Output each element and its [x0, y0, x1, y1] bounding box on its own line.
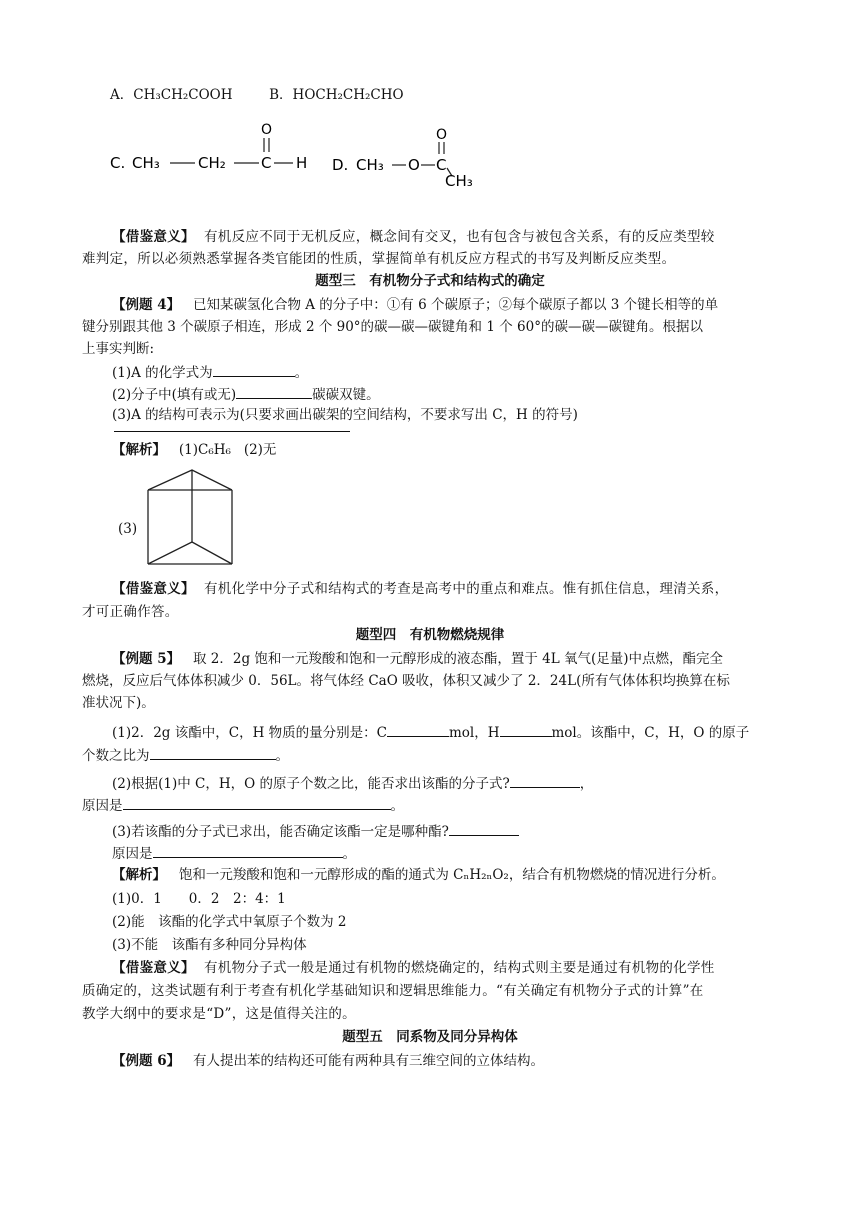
- example-6-line1: 【例题 6】 有人提出苯的结构还可能有两种具有三维空间的立体结构。: [112, 1053, 544, 1069]
- example-5-line1: 【例题 5】 取 2．2g 饱和一元羧酸和饱和一元醇形成的液态酯，置于 4L 氧气(足量)中点燃，酯完全: [112, 651, 724, 667]
- structure-d-ch3-left: CH₃: [356, 156, 384, 174]
- example-4-line3: 上事实判断:: [82, 341, 155, 357]
- option-a-formula: CH₃CH₂COOH: [133, 87, 233, 103]
- example-4-line1: 【例题 4】 已知某碳氢化合物 A 的分子中：①有 6 个碳原子；②每个碳原子都以 3 个键长相等的单: [112, 297, 719, 313]
- structure-c-label: C.: [110, 154, 126, 172]
- example-5-question-3: (3)若该酯的分子式已求出，能否确定该酯一定是哪种酯?: [112, 821, 519, 841]
- structure-c-hydrogen: H: [296, 154, 308, 172]
- significance-2-line2: 才可正确作答。: [82, 604, 179, 620]
- option-a-b-line: A．CH₃CH₂COOH B．HOCH₂CH₂CHO: [110, 87, 404, 103]
- answer-blank[interactable]: [123, 795, 391, 810]
- answer-blank[interactable]: [213, 362, 295, 377]
- significance-3-line2: 质确定的，这类试题有利于考查有机化学基础知识和逻辑思维能力。“有关确定有机物分子式的计算”在: [82, 983, 704, 999]
- structure-c-oxygen: O: [261, 122, 273, 138]
- structure-d-carbon: C: [436, 156, 447, 174]
- structure-c-carbon: C: [261, 154, 272, 172]
- structure-c-ch3: CH₃: [132, 154, 160, 172]
- example-4-question-1: (1)A 的化学式为 。: [112, 362, 308, 382]
- analysis-5-answer-3: (3)不能 该酯有多种同分异构体: [112, 937, 307, 953]
- answer-blank[interactable]: [236, 384, 312, 399]
- example-5-question-3-line2: 原因是 。: [112, 843, 356, 863]
- example-5-question-1: (1)2．2g 该酯中，C，H 物质的量分别是：C mol，H mol。该酯中，C，H，O 的原子: [112, 722, 749, 742]
- answer-line[interactable]: [114, 431, 350, 432]
- section-heading-4: 题型四 有机物燃烧规律: [355, 627, 505, 643]
- example-5-question-2: (2)根据(1)中 C，H，O 的原子个数之比，能否求出该酯的分子式? ，: [112, 773, 593, 793]
- example-5-line2: 燃烧，反应后气体体积减少 0．56L。将气体经 CaO 吸收，体积又减少了 2．24L(所有气体体积均换算在标: [82, 673, 730, 689]
- structure-d-ch3-right: CH₃: [445, 172, 473, 188]
- section-heading-5: 题型五 同系物及同分异构体: [342, 1029, 518, 1045]
- option-b-formula: HOCH₂CH₂CHO: [292, 87, 404, 103]
- example-4-question-2: (2)分子中(填有或无) 碳碳双键。: [112, 384, 380, 404]
- prism-carbon-skeleton-figure: [140, 462, 240, 572]
- analysis-4-answer-3-label: (3): [118, 521, 138, 537]
- significance-1-line1: 【借鉴意义】 有机反应不同于无机反应，概念间有交叉，也有包含与被包含关系，有的反应类型较: [112, 229, 715, 245]
- answer-blank[interactable]: [150, 745, 276, 760]
- structure-c-ch2: CH₂: [198, 154, 226, 172]
- section-heading-3: 题型三 有机物分子式和结构式的确定: [315, 273, 545, 289]
- significance-3-line3: 教学大纲中的要求是“D”，这是值得关注的。: [82, 1006, 356, 1022]
- example-5-question-1-line2: 个数之比为 。: [82, 745, 289, 765]
- significance-2-line1: 【借鉴意义】 有机化学中分子式和结构式的考查是高考中的重点和难点。惟有抓住信息，理清关系，: [112, 581, 729, 597]
- structure-d-oxygen-top: O: [436, 127, 448, 143]
- answer-blank[interactable]: [510, 773, 580, 788]
- example-4-line2: 键分别跟其他 3 个碳原子相连，形成 2 个 90°的碳—碳—碳键角和 1 个 60°的碳—碳—碳键角。根据以: [82, 319, 703, 335]
- analysis-5-answer-2: (2)能 该酯的化学式中氧原子个数为 2: [112, 914, 347, 930]
- analysis-4-line: 【解析】 (1)C₆H₆ (2)无: [112, 442, 277, 458]
- significance-3-line1: 【借鉴意义】 有机物分子式一般是通过有机物的燃烧确定的，结构式则主要是通过有机物的化学性: [112, 960, 715, 976]
- structure-c-d-figure: [100, 118, 500, 188]
- example-4-question-3: (3)A 的结构可表示为(只要求画出碳架的空间结构，不要求写出 C，H 的符号): [112, 407, 578, 423]
- answer-blank[interactable]: [387, 722, 449, 737]
- significance-1-line2: 难判定，所以必须熟悉掌握各类官能团的性质，掌握简单有机反应方程式的书写及判断反应类型。: [82, 251, 676, 267]
- structure-d-label: D.: [332, 156, 349, 174]
- answer-blank[interactable]: [500, 722, 552, 737]
- answer-blank[interactable]: [449, 821, 519, 836]
- example-5-line3: 准状况下)。: [82, 695, 155, 711]
- analysis-5-answer-1: (1)0．1 0．2 2：4：1: [112, 891, 286, 907]
- example-5-question-2-line2: 原因是 。: [82, 795, 404, 815]
- structure-d-oxygen: O: [408, 156, 420, 174]
- answer-blank[interactable]: [153, 843, 343, 858]
- analysis-5-line1: 【解析】 饱和一元羧酸和饱和一元醇形成的酯的通式为 CₙH₂ₙO₂，结合有机物燃烧的情况进行分析。: [112, 867, 725, 883]
